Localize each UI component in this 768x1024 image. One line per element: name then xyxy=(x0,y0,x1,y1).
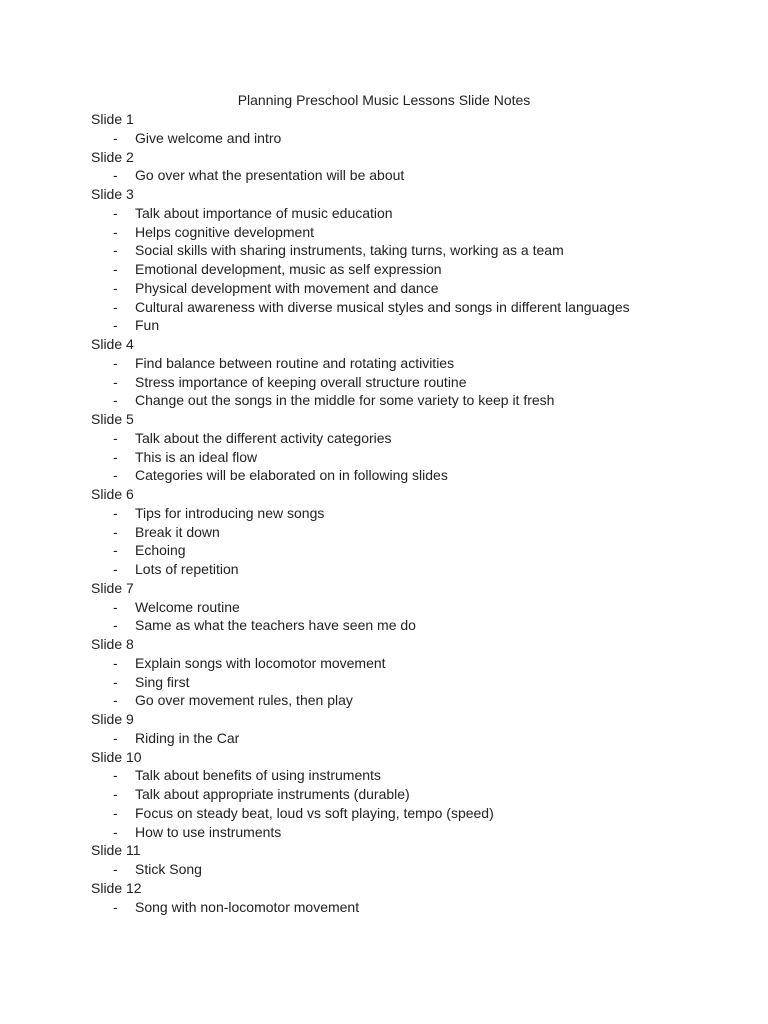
bullet-list xyxy=(91,166,691,185)
slide-section xyxy=(91,485,691,579)
dash-bullet-marker: - xyxy=(113,392,118,409)
slide-section xyxy=(91,635,691,710)
bullet-item xyxy=(91,260,691,279)
bullet-text: This is an ideal flow xyxy=(135,448,258,465)
bullet-item xyxy=(91,898,691,917)
bullet-text: Tips for introducing new songs xyxy=(135,504,325,521)
bullet-list xyxy=(91,204,691,335)
bullet-text: Give welcome and intro xyxy=(135,129,282,146)
bullet-item xyxy=(91,654,691,673)
slide-notes-list xyxy=(91,110,691,916)
bullet-list xyxy=(91,504,691,579)
bullet-text: Talk about appropriate instruments (durable) xyxy=(135,786,410,802)
bullet-text: Stress importance of keeping overall structure routine xyxy=(135,373,467,390)
dash-bullet-marker: - xyxy=(113,242,118,259)
bullet-item xyxy=(91,166,691,185)
dash-bullet-marker: - xyxy=(113,429,118,446)
bullet-text: How to use instruments xyxy=(135,823,282,840)
bullet-text: Fun xyxy=(135,317,160,334)
bullet-item xyxy=(91,373,691,392)
bullet-item xyxy=(91,729,691,748)
slide-heading: Slide 7 xyxy=(91,579,134,596)
bullet-item xyxy=(91,691,691,710)
bullet-list xyxy=(91,429,691,485)
slide-section xyxy=(91,710,691,748)
bullet-text: Sing first xyxy=(135,673,190,690)
slide-section xyxy=(91,110,691,148)
dash-bullet-marker: - xyxy=(113,523,118,540)
dash-bullet-marker: - xyxy=(113,317,118,334)
bullet-text: Talk about benefits of using instruments xyxy=(135,767,381,784)
bullet-text: Cultural awareness with diverse musical styles and songs in different languages xyxy=(135,298,630,315)
slide-section xyxy=(91,335,691,410)
bullet-list xyxy=(91,129,691,148)
bullet-text: Change out the songs in the middle for some variety to keep it fresh xyxy=(135,392,555,409)
bullet-text: Go over what the presentation will be about xyxy=(135,167,405,184)
bullet-item xyxy=(91,541,691,560)
bullet-list xyxy=(91,766,691,841)
dash-bullet-marker: - xyxy=(113,729,118,746)
bullet-item xyxy=(91,391,691,410)
slide-section xyxy=(91,879,691,917)
dash-bullet-marker: - xyxy=(113,561,118,577)
bullet-text: Talk about importance of music education xyxy=(135,204,393,221)
bullet-item xyxy=(91,766,691,785)
bullet-text: Social skills with sharing instruments, taking turns, working as a team xyxy=(135,242,564,259)
slide-heading: Slide 2 xyxy=(91,148,134,165)
bullet-item xyxy=(91,523,691,542)
slide-section xyxy=(91,410,691,485)
bullet-text: Talk about the different activity categories xyxy=(135,429,392,446)
dash-bullet-marker: - xyxy=(113,654,118,671)
bullet-text: Find balance between routine and rotating activities xyxy=(135,354,455,371)
slide-heading: Slide 11 xyxy=(91,842,141,859)
dash-bullet-marker: - xyxy=(113,898,118,915)
bullet-list xyxy=(91,654,691,710)
dash-bullet-marker: - xyxy=(113,223,118,240)
bullet-text: Focus on steady beat, loud vs soft playing, tempo (speed) xyxy=(135,804,494,821)
bullet-text: Echoing xyxy=(135,542,186,559)
slide-heading: Slide 9 xyxy=(91,711,134,727)
bullet-item xyxy=(91,354,691,373)
bullet-item xyxy=(91,860,691,879)
dash-bullet-marker: - xyxy=(113,504,118,521)
bullet-item xyxy=(91,223,691,242)
dash-bullet-marker: - xyxy=(113,467,118,484)
slide-section xyxy=(91,148,691,186)
bullet-text: Break it down xyxy=(135,523,220,540)
bullet-item xyxy=(91,241,691,260)
bullet-text: Physical development with movement and dance xyxy=(135,279,439,296)
dash-bullet-marker: - xyxy=(113,673,118,690)
slide-heading: Slide 10 xyxy=(91,748,142,765)
bullet-item xyxy=(91,298,691,317)
bullet-item xyxy=(91,785,691,804)
bullet-item xyxy=(91,316,691,335)
bullet-item xyxy=(91,504,691,523)
bullet-text: Helps cognitive development xyxy=(135,223,314,240)
dash-bullet-marker: - xyxy=(113,786,118,802)
bullet-item xyxy=(91,448,691,467)
dash-bullet-marker: - xyxy=(113,373,118,390)
slide-heading: Slide 6 xyxy=(91,486,134,502)
slide-section xyxy=(91,841,691,879)
dash-bullet-marker: - xyxy=(113,804,118,821)
dash-bullet-marker: - xyxy=(113,823,118,840)
bullet-item xyxy=(91,598,691,617)
dash-bullet-marker: - xyxy=(113,167,118,184)
bullet-item xyxy=(91,429,691,448)
dash-bullet-marker: - xyxy=(113,861,118,877)
bullet-text: Same as what the teachers have seen me do xyxy=(135,617,416,634)
document-title: Planning Preschool Music Lessons Slide Notes xyxy=(237,92,531,108)
bullet-text: Categories will be elaborated on in following slides xyxy=(135,467,448,484)
bullet-item xyxy=(91,823,691,842)
bullet-list xyxy=(91,598,691,636)
slide-heading: Slide 8 xyxy=(91,636,134,652)
bullet-list xyxy=(91,729,691,748)
slide-section xyxy=(91,579,691,635)
bullet-item xyxy=(91,673,691,692)
slide-heading: Slide 1 xyxy=(91,111,134,127)
dash-bullet-marker: - xyxy=(113,767,118,784)
bullet-text: Welcome routine xyxy=(135,598,240,615)
bullet-text: Lots of repetition xyxy=(135,561,239,577)
dash-bullet-marker: - xyxy=(113,598,118,615)
bullet-item xyxy=(91,616,691,635)
slide-heading: Slide 3 xyxy=(91,186,134,202)
dash-bullet-marker: - xyxy=(113,448,118,465)
slide-heading: Slide 5 xyxy=(91,411,134,427)
bullet-text: Go over movement rules, then play xyxy=(135,692,353,709)
slide-section xyxy=(91,748,691,842)
bullet-list xyxy=(91,860,691,879)
dash-bullet-marker: - xyxy=(113,617,118,634)
bullet-list xyxy=(91,898,691,917)
bullet-list xyxy=(91,354,691,410)
bullet-item xyxy=(91,204,691,223)
dash-bullet-marker: - xyxy=(113,692,118,709)
dash-bullet-marker: - xyxy=(113,204,118,221)
bullet-item xyxy=(91,129,691,148)
dash-bullet-marker: - xyxy=(113,279,118,296)
bullet-item xyxy=(91,466,691,485)
bullet-item xyxy=(91,804,691,823)
bullet-text: Song with non-locomotor movement xyxy=(135,898,360,915)
dash-bullet-marker: - xyxy=(113,129,118,146)
dash-bullet-marker: - xyxy=(113,261,118,277)
bullet-text: Emotional development, music as self expression xyxy=(135,261,442,277)
dash-bullet-marker: - xyxy=(113,542,118,559)
bullet-item xyxy=(91,279,691,298)
bullet-text: Explain songs with locomotor movement xyxy=(135,654,386,671)
bullet-text: Stick Song xyxy=(135,861,202,877)
bullet-item xyxy=(91,560,691,579)
dash-bullet-marker: - xyxy=(113,354,118,371)
slide-heading: Slide 4 xyxy=(91,336,134,352)
slide-heading: Slide 12 xyxy=(91,879,142,896)
slide-section xyxy=(91,185,691,335)
dash-bullet-marker: - xyxy=(113,298,118,315)
bullet-text: Riding in the Car xyxy=(135,729,240,746)
